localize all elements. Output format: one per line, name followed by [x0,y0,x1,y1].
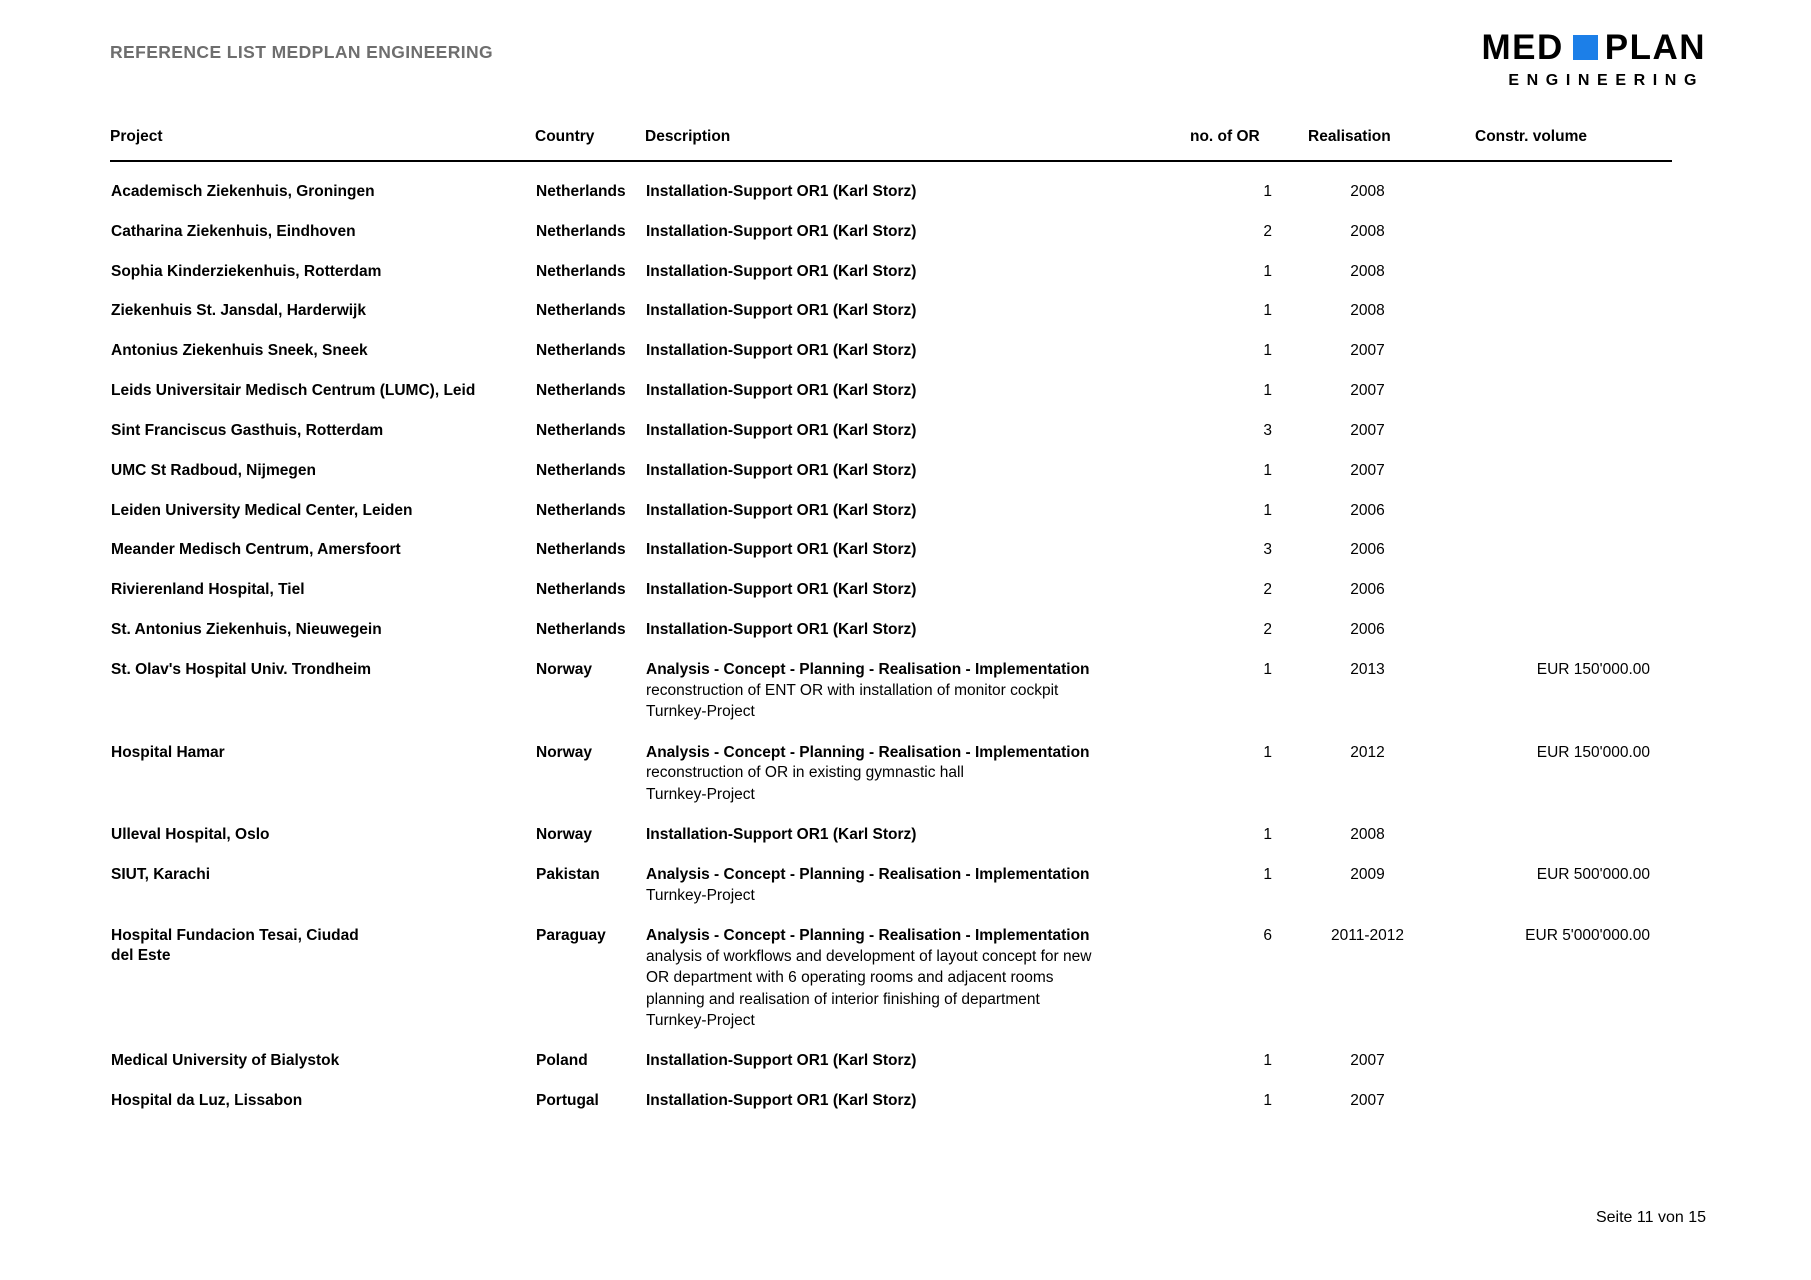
cell-description [645,600,1190,640]
cell-country: Paraguay [536,927,606,945]
cell-no-of-or: 1 [1263,743,1272,761]
cell-country: Netherlands [536,501,626,519]
cell-realisation: 2008 [1350,183,1385,200]
cell-realisation: 2007 [1350,342,1385,360]
description-detail-line: Turnkey-Project [646,703,755,721]
description-main: Analysis - Concept - Planning - Realisation - Implementation [646,865,1090,883]
description-detail-line: planning and realisation of interior finishing of department [646,990,1040,1008]
cell-no-of-or: 1 [1263,183,1272,200]
cell-no-of-or: 2 [1263,581,1272,599]
cell-country: Norway [536,743,592,761]
table-row [110,321,1672,361]
cell-description [645,1071,1190,1111]
cell-project: Rivierenland Hospital, Tiel [111,581,305,599]
cell-no-of-or: 1 [1263,262,1272,280]
cell-realisation: 2008 [1350,826,1385,844]
cell-realisation: 2006 [1350,501,1385,519]
cell-project: Sophia Kinderziekenhuis, Rotterdam [111,262,382,280]
cell-project: UMC St Radboud, Nijmegen [111,461,316,479]
table-row [110,242,1672,282]
page-title: REFERENCE LIST MEDPLAN ENGINEERING [110,42,494,62]
table-row [110,560,1672,600]
cell-country: Pakistan [536,865,600,883]
cell-constr-volume: EUR 5'000'000.00 [1525,927,1650,945]
cell-realisation: 2011-2012 [1331,927,1404,945]
description-main: Installation-Support OR1 (Karl Storz) [646,342,917,360]
table-row [110,1031,1672,1071]
logo-word-plan: PLAN [1604,28,1706,67]
column-header-country: Country [535,128,595,145]
cell-description [645,805,1190,845]
cell-country: Portugal [536,1092,599,1110]
description-main: Installation-Support OR1 (Karl Storz) [646,222,917,240]
cell-project: Academisch Ziekenhuis, Groningen [111,183,375,200]
cell-project: SIUT, Karachi [111,865,211,883]
cell-realisation: 2008 [1350,222,1385,240]
column-header-project: Project [110,128,163,145]
table-row [110,281,1672,321]
cell-realisation: 2007 [1350,1092,1385,1110]
cell-description [645,281,1190,321]
cell-description [645,242,1190,282]
cell-project: Antonius Ziekenhuis Sneek, Sneek [111,342,368,360]
column-header-realisation: Realisation [1308,128,1391,145]
cell-country: Netherlands [536,183,626,200]
cell-realisation: 2007 [1350,382,1385,400]
description-main: Installation-Support OR1 (Karl Storz) [646,621,917,639]
description-main: Installation-Support OR1 (Karl Storz) [646,501,917,519]
cell-no-of-or: 1 [1263,382,1272,400]
cell-no-of-or: 1 [1263,302,1272,320]
description-main: Installation-Support OR1 (Karl Storz) [646,421,917,439]
table-row [110,600,1672,640]
description-detail-line: OR department with 6 operating rooms and adjacent rooms [646,969,1054,987]
cell-no-of-or: 2 [1263,222,1272,240]
cell-country: Netherlands [536,461,626,479]
cell-description [645,1031,1190,1071]
logo-wordmark [1481,30,1706,65]
cell-realisation: 2009 [1350,865,1385,883]
table-header-row [110,128,1672,161]
logo-blue-square-icon [1573,35,1598,60]
cell-country: Netherlands [536,621,626,639]
table-row [110,805,1672,845]
cell-constr-volume [1435,281,1672,321]
cell-realisation: 2007 [1350,461,1385,479]
cell-constr-volume [1435,361,1672,401]
logo-subtitle: ENGINEERING [1508,72,1704,89]
cell-constr-volume [1435,1071,1672,1111]
cell-description [645,640,1190,723]
cell-no-of-or: 1 [1263,660,1272,678]
description-detail-line: reconstruction of ENT OR with installation of monitor cockpit [646,681,1059,699]
table-row [110,401,1672,441]
cell-no-of-or: 1 [1263,501,1272,519]
cell-project: St. Olav's Hospital Univ. Trondheim [111,660,372,678]
cell-realisation: 2007 [1350,421,1385,439]
table-header [110,128,1672,161]
description-main: Analysis - Concept - Planning - Realisation - Implementation [646,927,1090,945]
cell-description [645,401,1190,441]
cell-description [645,161,1190,202]
cell-description [645,845,1190,906]
cell-no-of-or: 3 [1263,421,1272,439]
cell-description [645,481,1190,521]
cell-no-of-or: 2 [1263,621,1272,639]
table-row [110,723,1672,806]
cell-project: St. Antonius Ziekenhuis, Nieuwegein [111,621,382,639]
table-row [110,361,1672,401]
cell-country: Poland [536,1052,588,1070]
cell-country: Netherlands [536,382,626,400]
cell-realisation: 2012 [1350,743,1385,761]
cell-project: Hospital Fundacion Tesai, Ciudad del Este [111,927,359,964]
cell-description [645,560,1190,600]
cell-constr-volume [1435,321,1672,361]
cell-description [645,723,1190,806]
cell-country: Netherlands [536,581,626,599]
cell-realisation: 2013 [1350,660,1385,678]
document-header [0,0,1811,105]
description-main: Installation-Support OR1 (Karl Storz) [646,826,917,844]
description-main: Installation-Support OR1 (Karl Storz) [646,382,917,400]
table-row [110,161,1672,202]
column-header-description: Description [645,128,731,145]
description-main: Installation-Support OR1 (Karl Storz) [646,581,917,599]
medplan-logo [1481,30,1706,90]
cell-project: Ziekenhuis St. Jansdal, Harderwijk [111,302,366,320]
cell-country: Norway [536,660,592,678]
description-detail-line: Turnkey-Project [646,785,755,803]
description-main: Analysis - Concept - Planning - Realisation - Implementation [646,660,1090,678]
cell-project: Leids Universitair Medisch Centrum (LUMC), Leid [111,382,476,400]
cell-no-of-or: 1 [1263,342,1272,360]
column-header-constr-volume: Constr. volume [1475,128,1587,145]
description-detail-line: analysis of workflows and development of layout concept for new [646,947,1092,965]
cell-project: Sint Franciscus Gasthuis, Rotterdam [111,421,384,439]
cell-country: Netherlands [536,342,626,360]
cell-constr-volume [1435,1031,1672,1071]
cell-no-of-or: 1 [1263,1052,1272,1070]
cell-project: Ulleval Hospital, Oslo [111,826,270,844]
reference-table-container [110,128,1672,1111]
cell-no-of-or: 3 [1263,541,1272,559]
cell-constr-volume [1435,401,1672,441]
cell-no-of-or: 1 [1263,865,1272,883]
cell-constr-volume [1435,242,1672,282]
description-main: Installation-Support OR1 (Karl Storz) [646,262,917,280]
description-detail-line: reconstruction of OR in existing gymnastic hall [646,764,964,782]
cell-no-of-or: 6 [1263,927,1272,945]
cell-constr-volume [1435,600,1672,640]
logo-word-med: MED [1481,28,1564,67]
description-main: Installation-Support OR1 (Karl Storz) [646,302,917,320]
cell-constr-volume [1435,520,1672,560]
description-main: Installation-Support OR1 (Karl Storz) [646,183,917,200]
description-main: Analysis - Concept - Planning - Realisation - Implementation [646,743,1090,761]
cell-constr-volume: EUR 150'000.00 [1536,743,1650,761]
description-main: Installation-Support OR1 (Karl Storz) [646,1092,917,1110]
cell-no-of-or: 1 [1263,1092,1272,1110]
table-body [110,161,1672,1111]
cell-country: Netherlands [536,262,626,280]
cell-constr-volume [1435,202,1672,242]
table-row [110,202,1672,242]
description-detail-line: Turnkey-Project [646,1012,755,1030]
table-row [110,906,1672,1031]
cell-realisation: 2008 [1350,302,1385,320]
cell-description [645,906,1190,1031]
cell-constr-volume [1435,481,1672,521]
cell-description [645,361,1190,401]
cell-realisation: 2008 [1350,262,1385,280]
cell-project: Leiden University Medical Center, Leiden [111,501,413,519]
description-main: Installation-Support OR1 (Karl Storz) [646,461,917,479]
cell-country: Norway [536,826,592,844]
cell-project: Catharina Ziekenhuis, Eindhoven [111,222,356,240]
cell-realisation: 2007 [1350,1052,1385,1070]
column-header-no-of-or: no. of OR [1190,128,1260,145]
cell-description [645,520,1190,560]
cell-no-of-or: 1 [1263,461,1272,479]
cell-country: Netherlands [536,302,626,320]
cell-country: Netherlands [536,222,626,240]
table-row [110,1071,1672,1111]
cell-country: Netherlands [536,541,626,559]
table-row [110,845,1672,906]
cell-description [645,202,1190,242]
cell-description [645,321,1190,361]
cell-constr-volume: EUR 150'000.00 [1536,660,1650,678]
cell-constr-volume [1435,441,1672,481]
cell-description [645,441,1190,481]
cell-no-of-or: 1 [1263,826,1272,844]
table-row [110,441,1672,481]
cell-constr-volume [1435,805,1672,845]
cell-realisation: 2006 [1350,581,1385,599]
description-main: Installation-Support OR1 (Karl Storz) [646,1052,917,1070]
cell-project: Medical University of Bialystok [111,1052,340,1070]
reference-table [110,128,1672,1111]
cell-project: Hospital da Luz, Lissabon [111,1092,303,1110]
cell-constr-volume [1435,161,1672,202]
page-number-footer: Seite 11 von 15 [1595,1209,1706,1226]
cell-realisation: 2006 [1350,621,1385,639]
description-main: Installation-Support OR1 (Karl Storz) [646,541,917,559]
cell-realisation: 2006 [1350,541,1385,559]
description-detail-line: Turnkey-Project [646,886,755,904]
cell-constr-volume [1435,560,1672,600]
cell-constr-volume: EUR 500'000.00 [1536,865,1650,883]
cell-project: Meander Medisch Centrum, Amersfoort [111,541,401,559]
cell-country: Netherlands [536,421,626,439]
cell-project: Hospital Hamar [111,743,225,761]
table-row [110,481,1672,521]
table-row [110,640,1672,723]
table-row [110,520,1672,560]
